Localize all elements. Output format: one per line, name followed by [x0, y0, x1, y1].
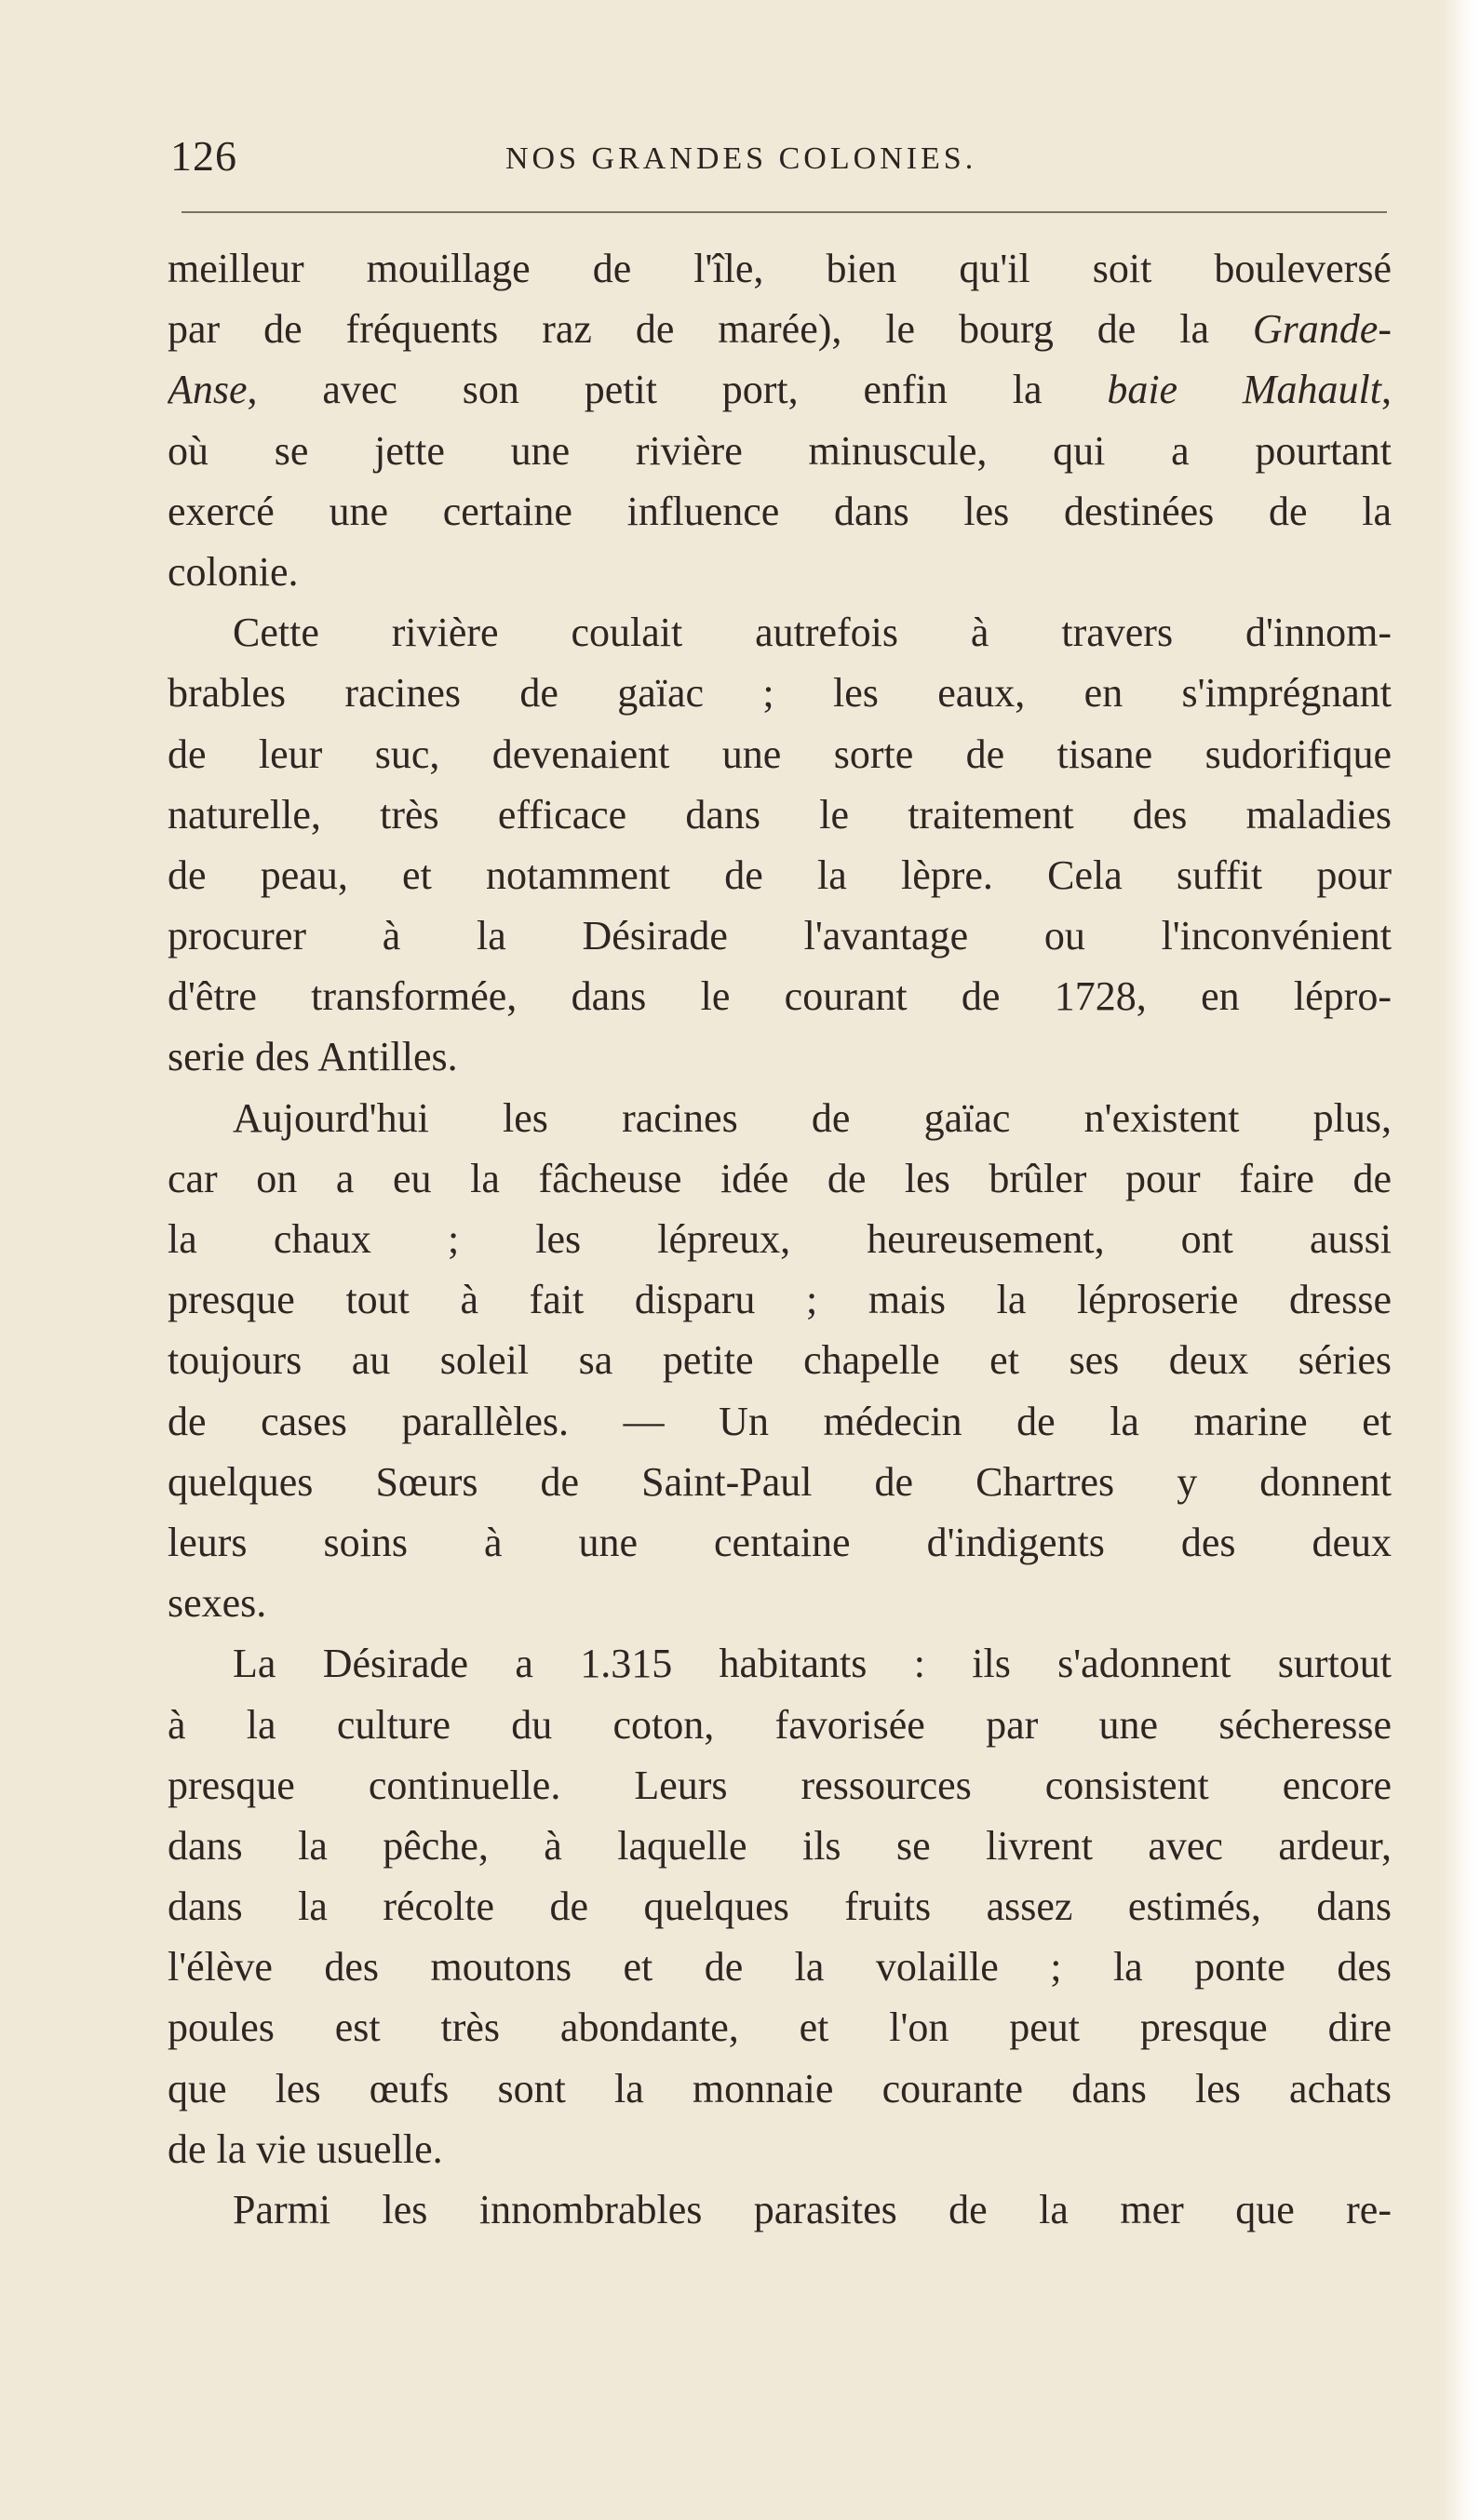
text-line: de la vie usuelle.	[168, 2125, 443, 2172]
text-line: dans la pêche, à laquelle ils se livrent avec ardeur,	[168, 1822, 1392, 1869]
page-header	[170, 128, 1390, 184]
text-line: à la culture du coton, favorisée par une sécheresse	[168, 1701, 1392, 1748]
text-line: d'être transformée, dans le courant de 1728, en lépro-	[168, 973, 1392, 1020]
paragraph-start-line: Aujourd'hui les racines de gaïac n'existent plus,	[233, 1094, 1392, 1141]
text-line: presque continuelle. Leurs ressources consistent encore	[168, 1762, 1392, 1808]
body-text	[168, 238, 1392, 2240]
text-line: que les œufs sont la monnaie courante dans les achats	[168, 2065, 1392, 2111]
text-line: colonie.	[168, 548, 299, 595]
text-line: exercé une certaine influence dans les destinées de la	[168, 488, 1392, 534]
paragraph-start-line: Parmi les innombrables parasites de la mer que re-	[233, 2187, 1392, 2232]
page-number: 126	[170, 132, 237, 180]
text-line: l'élève des moutons et de la volaille ; la ponte des	[168, 1944, 1392, 1991]
italic-place-name: Grande-	[1252, 306, 1392, 353]
text-line: la chaux ; les lépreux, heureusement, ont aussi	[168, 1216, 1392, 1262]
text-line: poules est très abondante, et l'on peut presque dire	[168, 2004, 1392, 2051]
text-line: brables racines de gaïac ; les eaux, en s'imprégnant	[168, 670, 1392, 717]
text-line: serie des Antilles.	[168, 1034, 458, 1080]
text-line: où se jette une rivière minuscule, qui a pourtant	[168, 427, 1392, 474]
text-line: de leur suc, devenaient une sorte de tisane sudorifique	[168, 731, 1392, 777]
text-line: toujours au soleil sa petite chapelle et ses deux séries	[168, 1337, 1392, 1384]
text-line: meilleur mouillage de l'île, bien qu'il soit bouleversé	[168, 246, 1392, 291]
italic-place-name: baie Mahault	[1107, 367, 1381, 413]
text-line: de peau, et notamment de la lèpre. Cela suffit pour	[168, 851, 1392, 898]
text-line: car on a eu la fâcheuse idée de les brûler pour faire de	[168, 1155, 1392, 1201]
header-rule	[182, 211, 1387, 213]
text-line: sexes.	[168, 1580, 267, 1627]
text-line: quelques Sœurs de Saint-Paul de Chartres y donnent	[168, 1458, 1392, 1505]
paragraph-start-line: Cette rivière coulait autrefois à travers d'innom-	[233, 610, 1392, 656]
text-line: par de fréquents raz de marée), le bourg de la Grande-	[168, 306, 1392, 353]
text-line: leurs soins à une centaine d'indigents des deux	[168, 1519, 1392, 1565]
text-line: dans la récolte de quelques fruits assez estimés, dans	[168, 1883, 1392, 1930]
text-line: de cases parallèles. — Un médecin de la marine et	[168, 1398, 1392, 1444]
text-line: presque tout à fait disparu ; mais la léproserie dresse	[168, 1277, 1392, 1323]
paragraph-start-line: La Désirade a 1.315 habitants : ils s'adonnent surtout	[233, 1641, 1392, 1687]
text-line: procurer à la Désirade l'avantage ou l'inconvénient	[168, 913, 1392, 959]
text-line: Anse, avec son petit port, enfin la baie Mahault,	[168, 367, 1392, 413]
text-line: naturelle, très efficace dans le traitement des maladies	[168, 791, 1392, 838]
page-edge-shadow	[1443, 0, 1480, 2520]
italic-place-name: Anse	[168, 367, 248, 413]
running-title: NOS GRANDES COLONIES.	[505, 141, 977, 176]
